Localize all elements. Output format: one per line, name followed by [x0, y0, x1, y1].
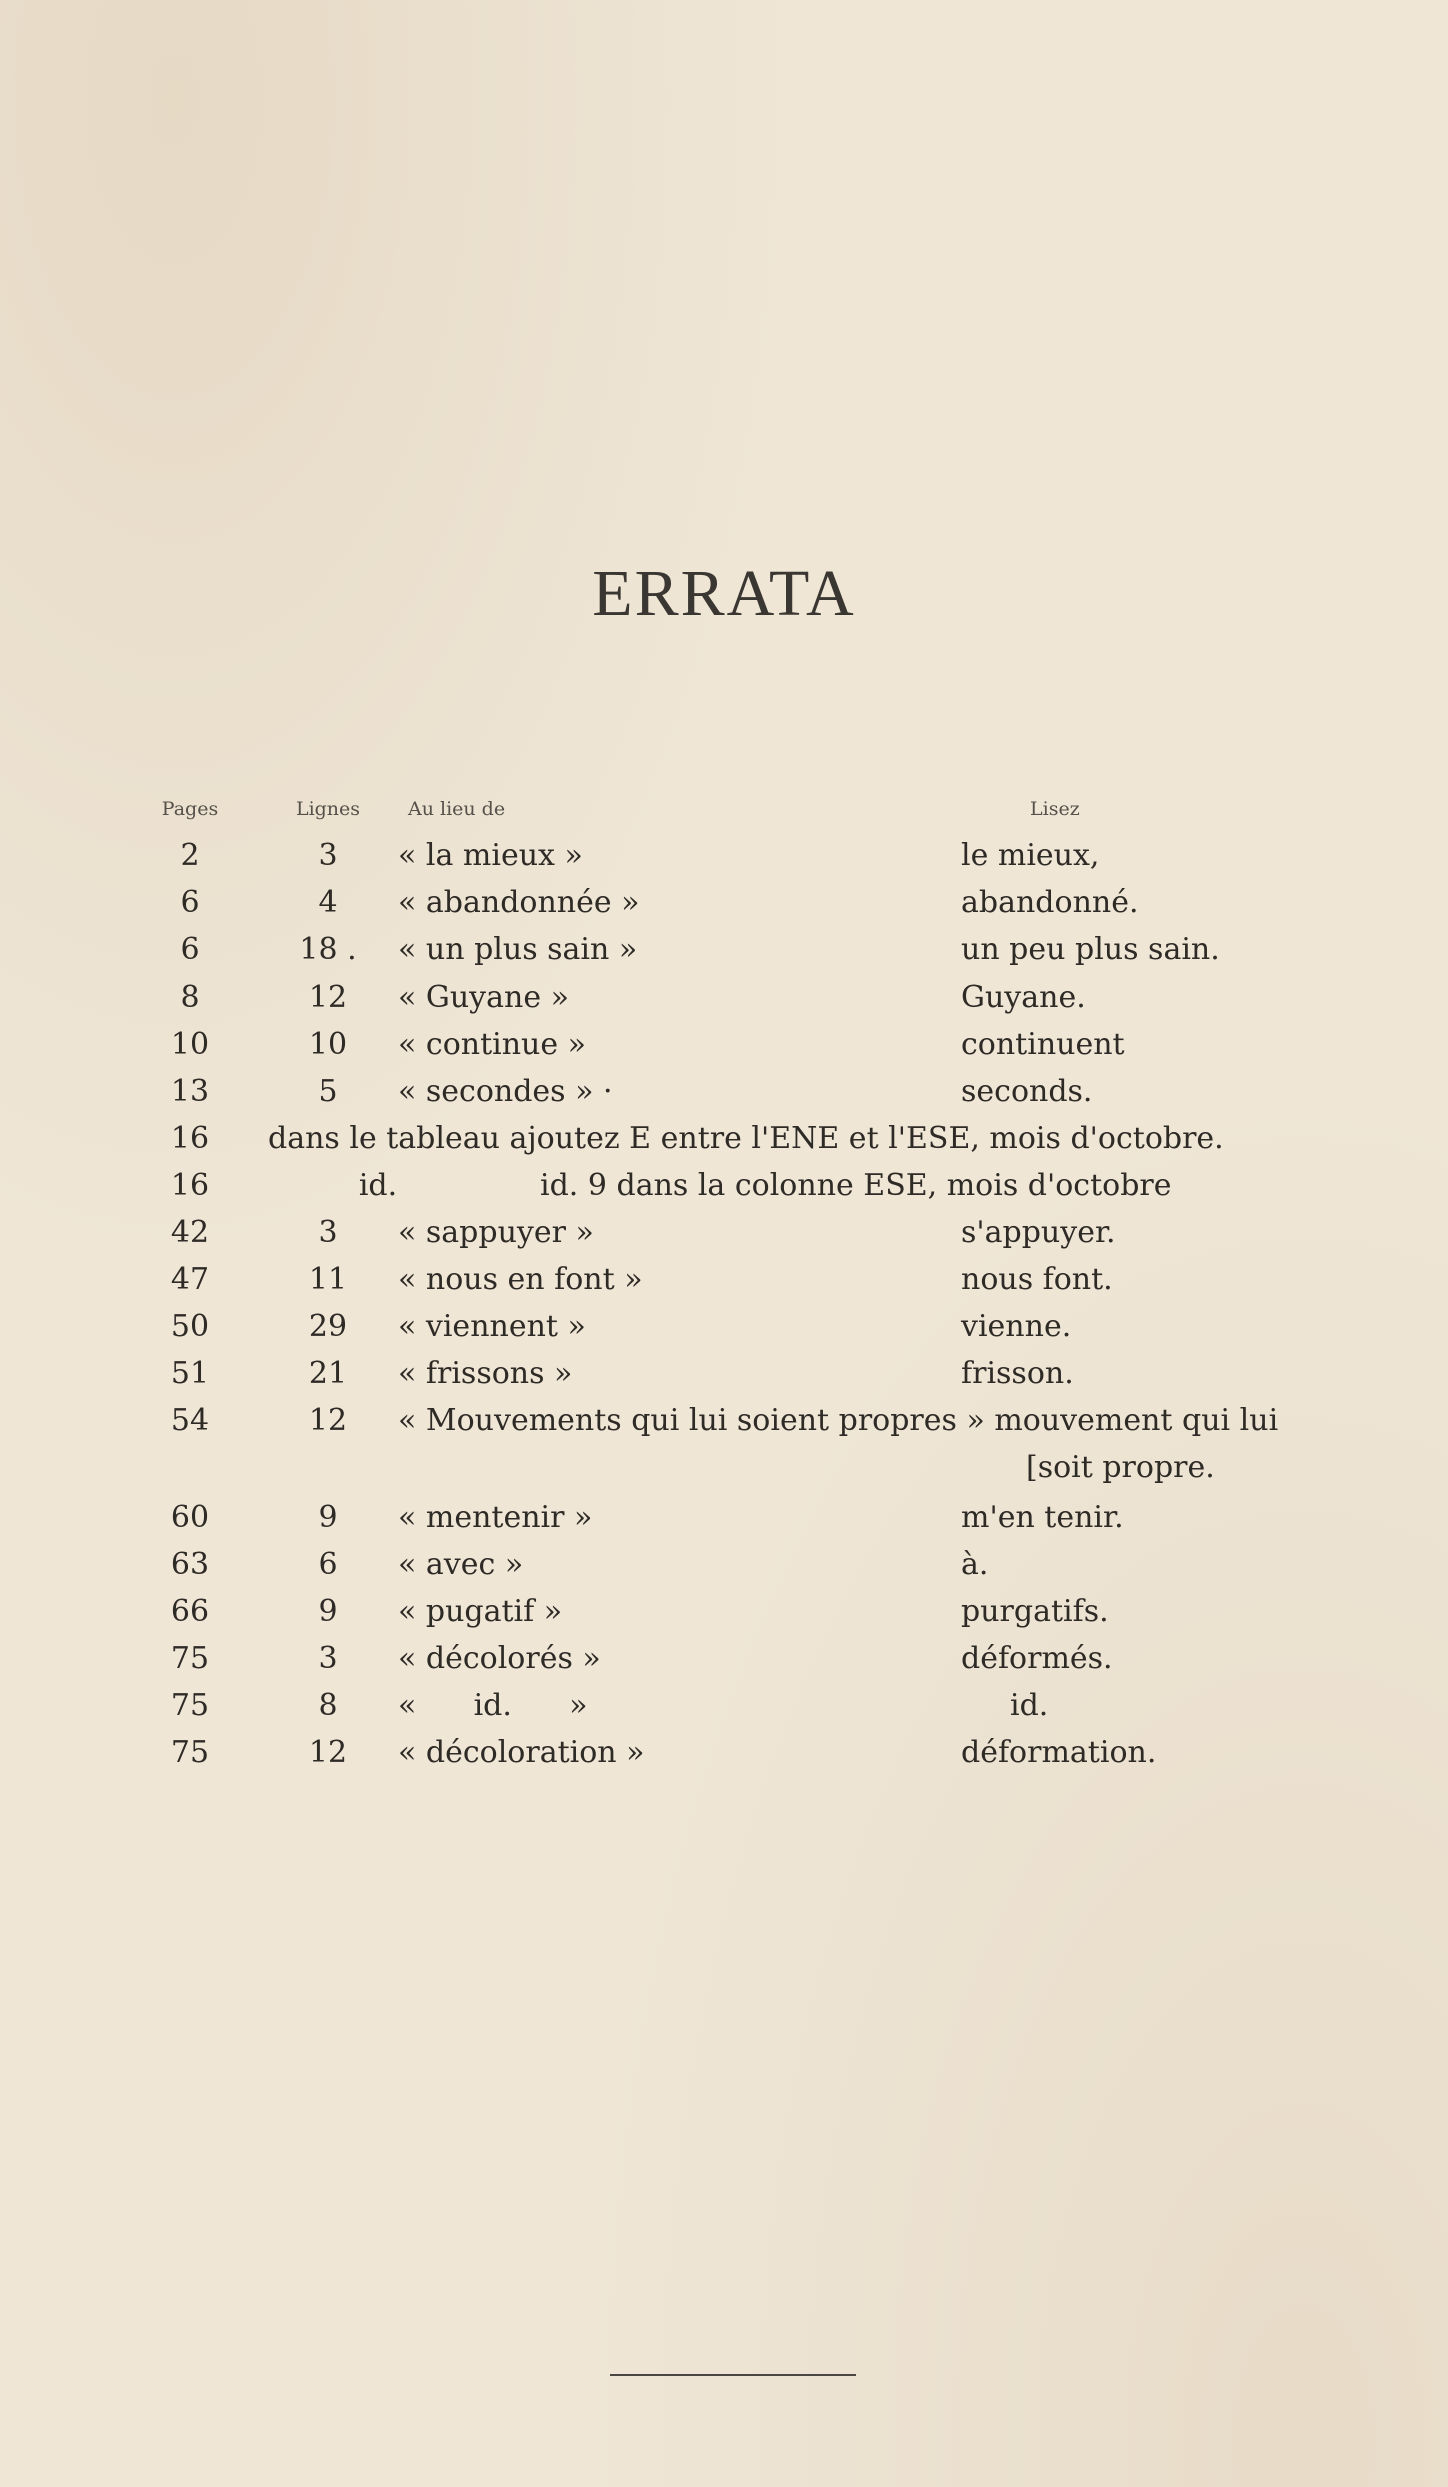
line-number: 5: [318, 1074, 338, 1109]
line-number: 12: [308, 980, 348, 1015]
page-number: 2: [180, 838, 200, 873]
page-number: 54: [170, 1403, 210, 1438]
table-row: [0, 833, 1448, 879]
table-row: [0, 1210, 1448, 1256]
page-title: ERRATA: [592, 557, 856, 630]
instead-text: « la mieux »: [398, 838, 583, 873]
read-text: vienne.: [961, 1309, 1072, 1344]
read-text: à.: [961, 1547, 989, 1582]
instead-text: « continue »: [398, 1027, 587, 1062]
page-number: 6: [180, 885, 200, 920]
line-number: 9: [318, 1594, 338, 1629]
page-number: 13: [170, 1074, 210, 1109]
instead-text: « un plus sain »: [398, 932, 638, 967]
line-number: 3: [318, 838, 338, 873]
table-row: [0, 1163, 1448, 1209]
instead-text: « frissons »: [398, 1356, 573, 1391]
table-row: [0, 1636, 1448, 1682]
instead-text: id. 9 dans la colonne ESE, mois d'octobre: [540, 1168, 1172, 1203]
table-row: [0, 1398, 1448, 1444]
table-row: [0, 1589, 1448, 1635]
instead-text: « nous en font »: [398, 1262, 643, 1297]
page-number: 8: [180, 980, 200, 1015]
table-row: [0, 1351, 1448, 1397]
table-row: [0, 1069, 1448, 1115]
instead-text: « Mouvements qui lui soient propres » mouvement qui lui: [398, 1403, 1279, 1438]
instead-text: « sappuyer »: [398, 1215, 594, 1250]
line-number: 6: [318, 1547, 338, 1582]
closing-rule: [610, 2374, 856, 2376]
page-number: 75: [170, 1735, 210, 1770]
table-row: [0, 1257, 1448, 1303]
instead-text: « avec »: [398, 1547, 524, 1582]
header-pages: Pages: [161, 798, 219, 820]
read-text-continuation: [soit propre.: [1026, 1450, 1215, 1485]
line-number: 12: [308, 1735, 348, 1770]
page-number: 60: [170, 1500, 210, 1535]
instead-text: « décolorés »: [398, 1641, 601, 1676]
instead-text: « mentenir »: [398, 1500, 593, 1535]
table-row: [0, 1304, 1448, 1350]
line-number: 12: [308, 1403, 348, 1438]
page-number: 47: [170, 1262, 210, 1297]
read-text: s'appuyer.: [961, 1215, 1116, 1250]
table-row: [0, 1116, 1448, 1162]
read-text: purgatifs.: [961, 1594, 1109, 1629]
instead-text: « viennent »: [398, 1309, 586, 1344]
instead-text: « décoloration »: [398, 1735, 645, 1770]
read-text: le mieux,: [961, 838, 1100, 873]
read-text: seconds.: [961, 1074, 1093, 1109]
line-number: 21: [308, 1356, 348, 1391]
page-number: 6: [180, 932, 200, 967]
line-number: 11: [308, 1262, 348, 1297]
line-number: 3: [318, 1641, 338, 1676]
table-header-row: [0, 786, 1448, 832]
read-text: id.: [1010, 1688, 1049, 1723]
page-number: 10: [170, 1027, 210, 1062]
page-number: 42: [170, 1215, 210, 1250]
instead-text: « id. »: [398, 1688, 588, 1723]
line-number: 9: [318, 1500, 338, 1535]
line-number: 8: [318, 1688, 338, 1723]
instead-text: « secondes » ·: [398, 1074, 613, 1109]
header-read: Lisez: [1030, 798, 1080, 820]
read-text: m'en tenir.: [961, 1500, 1124, 1535]
page-number: 63: [170, 1547, 210, 1582]
line-number: 18 .: [299, 932, 357, 967]
line-number: id.: [358, 1168, 398, 1203]
instead-text: « abandonnée »: [398, 885, 640, 920]
read-text: frisson.: [961, 1356, 1074, 1391]
line-number: 29: [308, 1309, 348, 1344]
read-text: déformés.: [961, 1641, 1113, 1676]
line-number: 3: [318, 1215, 338, 1250]
line-number: 4: [318, 885, 338, 920]
table-row: [0, 927, 1448, 973]
page-number: 66: [170, 1594, 210, 1629]
header-lines: Lignes: [295, 798, 361, 820]
line-number: 10: [308, 1027, 348, 1062]
table-row: [0, 880, 1448, 926]
read-text: Guyane.: [961, 980, 1086, 1015]
read-text: un peu plus sain.: [961, 932, 1220, 967]
table-row: [0, 1683, 1448, 1729]
table-row: [0, 1542, 1448, 1588]
table-row-continuation: [0, 1445, 1448, 1491]
table-row: [0, 1495, 1448, 1541]
page-number: 51: [170, 1356, 210, 1391]
read-text: nous font.: [961, 1262, 1113, 1297]
read-text: continuent: [961, 1027, 1125, 1062]
page-number: 75: [170, 1641, 210, 1676]
table-row: [0, 1022, 1448, 1068]
page-number: 75: [170, 1688, 210, 1723]
page-number: 16: [170, 1121, 210, 1156]
read-text: déformation.: [961, 1735, 1157, 1770]
header-instead: Au lieu de: [408, 798, 506, 820]
instead-text: « Guyane »: [398, 980, 569, 1015]
read-text: abandonné.: [961, 885, 1139, 920]
table-row: [0, 975, 1448, 1021]
page-number: 50: [170, 1309, 210, 1344]
table-row: [0, 1730, 1448, 1776]
note-text: dans le tableau ajoutez E entre l'ENE et l'ESE, mois d'octobre.: [268, 1121, 1224, 1156]
instead-text: « pugatif »: [398, 1594, 563, 1629]
page-number: 16: [170, 1168, 210, 1203]
